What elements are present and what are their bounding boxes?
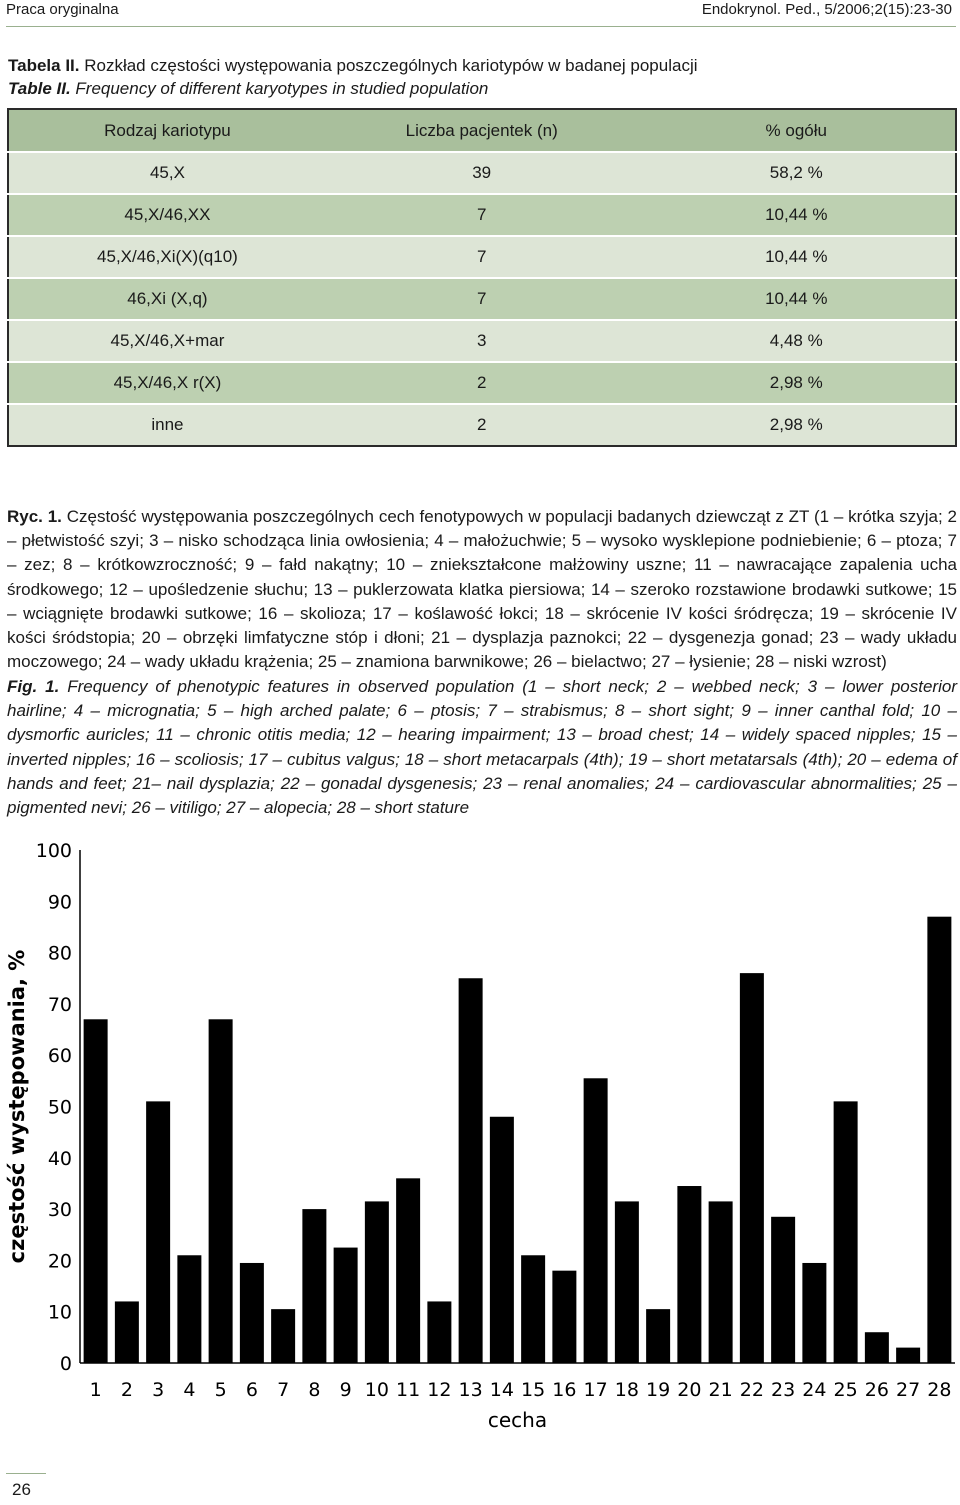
table-cell: 7 <box>326 194 638 236</box>
bar <box>834 1101 858 1363</box>
bar <box>396 1178 420 1363</box>
table-cell: 3 <box>326 320 638 362</box>
karyotype-table <box>7 108 957 447</box>
bars <box>84 917 952 1363</box>
y-tick-label: 50 <box>47 1096 72 1119</box>
x-tick-label: 27 <box>896 1379 921 1401</box>
bar <box>927 917 951 1363</box>
y-tick-label: 70 <box>47 993 72 1016</box>
x-tick-label: 19 <box>646 1379 671 1401</box>
page-number: 26 <box>12 1480 31 1499</box>
table-row <box>8 278 956 320</box>
y-tick-label: 40 <box>47 1147 72 1170</box>
table-caption-en <box>8 78 488 99</box>
header-divider <box>6 26 956 27</box>
x-tick-label: 21 <box>708 1379 733 1401</box>
figure-caption-en <box>7 675 957 820</box>
x-tick-label: 13 <box>458 1379 483 1401</box>
x-tick-label: 1 <box>89 1379 102 1401</box>
table-cell: 2,98 % <box>638 362 956 404</box>
bar <box>740 973 764 1363</box>
bar <box>84 1019 108 1363</box>
figure-caption-pl-text: Częstość występowania poszczególnych cech fenotypowych w populacji badanych dziewcząt z ZT (1 – krótka szyja; 2 – płetwistość szyi; 3 – nisko schodząca linia owłosienia; 4 – małożuchwie; 5 – wysoko wysklepione podniebienie; 6 – ptoza; 7 – zez; 8 – krótkowzroczność; 9 – fałd nakątny; 10 – zniekształcone małżowiny uszne; 11 – nawracające zapalenia ucha środkowego; 12 – upośledzenie słuchu; 13 – puklerzowata klatka piersiowa; 14 – szeroko rozstawione brodawki sutkowe; 15 – wciągnięte brodawki sutkowe; 16 – skolioza; 17 – koślawość łokci; 18 – skrócenie IV kości śródręcza; 19 – skrócenie IV kości śródstopia; 20 – obrzęki limfatyczne stóp i dłoni; 21 – dysplazja paznokci; 22 – dysgenezja gonad; 23 – wady układu moczowego; 24 – wady układu krążenia; 25 – znamiona barwnikowe; 26 – bielactwo; 27 – łysienie; 28 – niski wzrost) <box>7 507 957 672</box>
figure-caption-en-text: Frequency of phenotypic features in observed population (1 – short neck; 2 – webbed neck; 3 – lower posterior hairline; 4 – micrognatia; 5 – high arched palate; 6 – ptosis; 7 – strabismus; 8 – short sight; 9 – inner canthal fold; 10 – dysmorfic auricles; 11 – chronic otitis media; 12 – hearing impairment; 13 – broad chest; 14 – widely spaced nipples; 15 – inverted nipples; 16 – scoliosis; 17 – cubitus valgus; 18 – short metacarpals (4th); 19 – short metatarsals (4th); 20 – edema of hands and feet; 21– nail dysplazia; 22 – gonadal dysgenesis; 23 – renal anomalies; 24 – cardiovascular abnormalities; 25 – pigmented nevi; 26 – vitiligo; 27 – alopecia; 28 – short stature <box>7 677 957 818</box>
x-tick-label: 25 <box>833 1379 858 1401</box>
table-cell: 2 <box>326 362 638 404</box>
x-tick-label: 8 <box>308 1379 321 1401</box>
x-tick-label: 24 <box>802 1379 827 1401</box>
bar <box>521 1255 545 1363</box>
x-tick-label: 23 <box>771 1379 796 1401</box>
bar <box>302 1209 326 1363</box>
x-axis-ticks <box>90 1379 952 1401</box>
bar <box>459 978 483 1363</box>
x-tick-label: 15 <box>521 1379 546 1401</box>
table-caption-pl <box>8 55 698 76</box>
bar <box>865 1332 889 1363</box>
bar <box>896 1348 920 1363</box>
table-cell: 58,2 % <box>638 152 956 194</box>
bar <box>240 1263 264 1363</box>
bar <box>334 1248 358 1363</box>
bar <box>271 1309 295 1363</box>
bar <box>615 1201 639 1363</box>
x-tick-label: 3 <box>152 1379 165 1401</box>
bar <box>177 1255 201 1363</box>
phenotype-bar-chart <box>0 830 960 1440</box>
table-cell: inne <box>8 404 326 446</box>
x-tick-label: 16 <box>552 1379 577 1401</box>
x-tick-label: 14 <box>489 1379 514 1401</box>
figure-caption-pl <box>7 505 957 674</box>
y-tick-label: 90 <box>47 891 72 914</box>
table-cell: 2 <box>326 404 638 446</box>
table-caption-pl-text: Rozkład częstości występowania poszczególnych kariotypów w badanej populacji <box>79 56 698 75</box>
bar <box>365 1201 389 1363</box>
x-tick-label: 17 <box>583 1379 608 1401</box>
x-tick-label: 22 <box>739 1379 764 1401</box>
table-cell: 45,X/46,X+mar <box>8 320 326 362</box>
bar <box>584 1078 608 1363</box>
y-axis-ticks <box>36 840 72 1375</box>
figure-caption-pl-label: Ryc. 1. <box>7 507 62 526</box>
y-tick-label: 0 <box>59 1353 72 1375</box>
table-caption-en-text: Frequency of different karyotypes in studied population <box>70 79 489 98</box>
table-caption-pl-label: Tabela II. <box>8 56 80 75</box>
bar <box>771 1217 795 1363</box>
y-tick-label: 100 <box>35 840 72 862</box>
table-cell: 45,X/46,X r(X) <box>8 362 326 404</box>
x-tick-label: 4 <box>183 1379 196 1401</box>
bar <box>677 1186 701 1363</box>
table-cell: 45,X <box>8 152 326 194</box>
table-row <box>8 404 956 446</box>
footer-divider <box>6 1473 46 1474</box>
table-cell: 7 <box>326 278 638 320</box>
bar <box>146 1101 170 1363</box>
table-cell: 45,X/46,XX <box>8 194 326 236</box>
x-axis-label: cecha <box>487 1408 548 1432</box>
x-tick-label: 11 <box>396 1379 421 1401</box>
y-tick-label: 80 <box>47 942 72 965</box>
table-cell: 46,Xi (X,q) <box>8 278 326 320</box>
x-tick-label: 5 <box>214 1379 227 1401</box>
x-tick-label: 20 <box>677 1379 702 1401</box>
table-cell: 10,44 % <box>638 236 956 278</box>
bar <box>552 1271 576 1363</box>
table-cell: 7 <box>326 236 638 278</box>
column-header: Rodzaj kariotypu <box>8 109 326 152</box>
table-caption-en-label: Table II. <box>8 79 71 98</box>
bar <box>802 1263 826 1363</box>
journal-citation: Endokrynol. Ped., 5/2006;2(15):23-30 <box>701 1 952 18</box>
table-row <box>8 152 956 194</box>
y-axis-label: częstość występowania, % <box>5 949 29 1264</box>
table-row <box>8 194 956 236</box>
x-tick-label: 2 <box>120 1379 133 1401</box>
x-tick-label: 26 <box>864 1379 889 1401</box>
x-tick-label: 9 <box>339 1379 352 1401</box>
bar <box>427 1301 451 1363</box>
bar <box>490 1117 514 1363</box>
table-cell: 4,48 % <box>638 320 956 362</box>
x-tick-label: 28 <box>927 1379 952 1401</box>
column-header: % ogółu <box>638 109 956 152</box>
x-tick-label: 7 <box>277 1379 290 1401</box>
y-tick-label: 60 <box>47 1045 72 1068</box>
table-cell: 45,X/46,Xi(X)(q10) <box>8 236 326 278</box>
bar <box>115 1301 139 1363</box>
bar <box>209 1019 233 1363</box>
table-row <box>8 362 956 404</box>
bar <box>646 1309 670 1363</box>
table-cell: 10,44 % <box>638 278 956 320</box>
x-tick-label: 10 <box>364 1379 389 1401</box>
figure-caption-en-label: Fig. 1. <box>7 677 60 696</box>
table-cell: 39 <box>326 152 638 194</box>
journal-section: Praca oryginalna <box>6 1 119 18</box>
y-tick-label: 20 <box>47 1250 72 1273</box>
table-cell: 10,44 % <box>638 194 956 236</box>
x-tick-label: 12 <box>427 1379 452 1401</box>
column-header: Liczba pacjentek (n) <box>326 109 638 152</box>
table-row <box>8 320 956 362</box>
table-row <box>8 236 956 278</box>
table-header-row <box>8 109 956 152</box>
y-tick-label: 10 <box>47 1301 72 1324</box>
x-tick-label: 18 <box>614 1379 639 1401</box>
table-cell: 2,98 % <box>638 404 956 446</box>
y-tick-label: 30 <box>47 1199 72 1222</box>
bar <box>709 1201 733 1363</box>
x-tick-label: 6 <box>245 1379 258 1401</box>
